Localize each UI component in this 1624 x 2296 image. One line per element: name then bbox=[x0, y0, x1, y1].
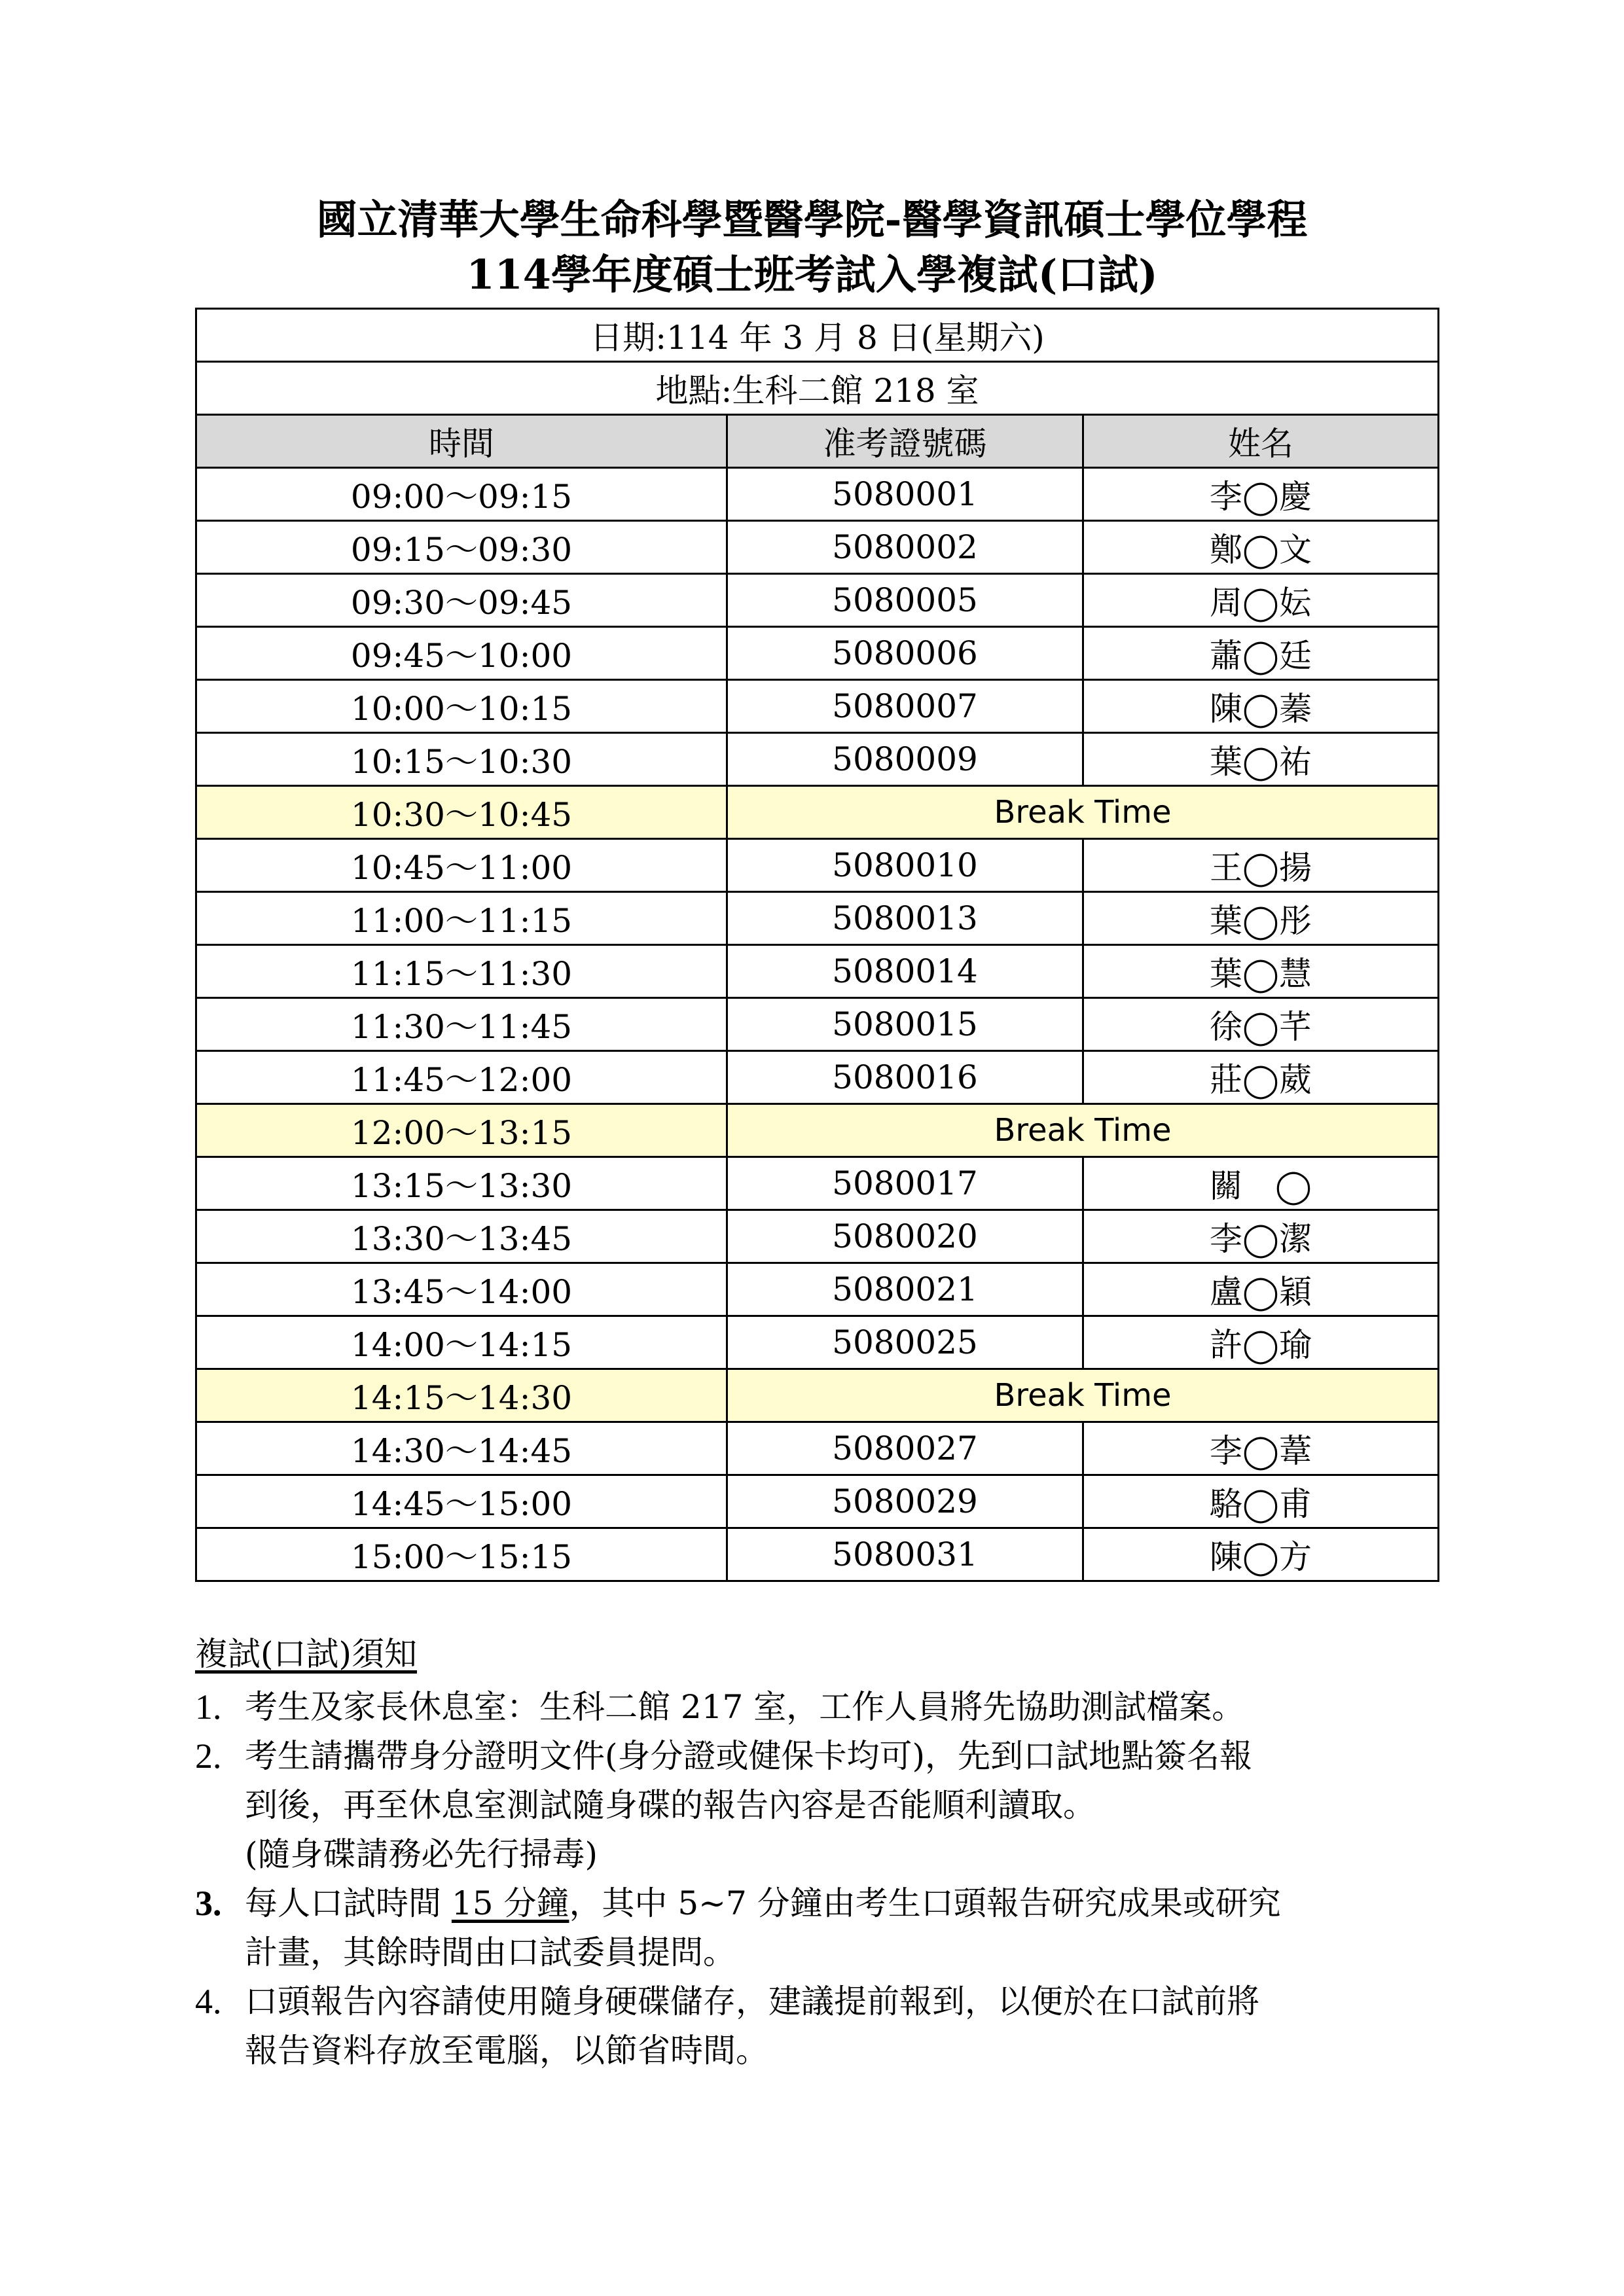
table-header-row bbox=[196, 415, 1439, 468]
note-text: 每人口試時間 bbox=[245, 1884, 452, 1922]
exam-id-cell: 5080016 bbox=[727, 1051, 1083, 1104]
table-row bbox=[196, 1051, 1439, 1104]
table-row bbox=[196, 1528, 1439, 1581]
time-cell: 14:45～15:00 bbox=[196, 1475, 727, 1528]
time-cell: 10:30～10:45 bbox=[196, 786, 727, 839]
exam-id-cell: 5080020 bbox=[727, 1210, 1083, 1263]
table-row bbox=[196, 1316, 1439, 1369]
notes-heading: 複試(口試)須知 bbox=[195, 1635, 418, 1673]
note-number: 1. bbox=[195, 1687, 222, 1727]
name-cell: 李◯潔 bbox=[1083, 1210, 1439, 1263]
table-row bbox=[196, 521, 1439, 574]
name-cell: 許◯瑜 bbox=[1083, 1316, 1439, 1369]
header-name: 姓名 bbox=[1083, 415, 1439, 468]
time-cell: 14:15～14:30 bbox=[196, 1369, 727, 1422]
time-cell: 10:45～11:00 bbox=[196, 839, 727, 892]
note-line: 口頭報告內容請使用隨身硬碟儲存，建議提前報到，以便於在口試前將 bbox=[245, 1982, 1259, 2020]
note-number: 3. bbox=[195, 1884, 222, 1923]
note-item-1 bbox=[195, 1683, 1439, 1732]
name-cell: 李◯慶 bbox=[1083, 468, 1439, 521]
time-cell: 14:30～14:45 bbox=[196, 1422, 727, 1475]
time-cell: 13:30～13:45 bbox=[196, 1210, 727, 1263]
note-text: ，其中 5~7 分鐘由考生口頭報告研究成果或研究 bbox=[569, 1884, 1281, 1922]
time-cell: 11:00～11:15 bbox=[196, 892, 727, 945]
exam-id-cell: 5080014 bbox=[727, 945, 1083, 998]
header-id: 准考證號碼 bbox=[727, 415, 1083, 468]
table-row bbox=[196, 998, 1439, 1051]
exam-id-cell: 5080029 bbox=[727, 1475, 1083, 1528]
time-cell: 11:45～12:00 bbox=[196, 1051, 727, 1104]
name-cell: 陳◯蓁 bbox=[1083, 680, 1439, 733]
time-cell: 10:15～10:30 bbox=[196, 733, 727, 786]
exam-id-cell: 5080007 bbox=[727, 680, 1083, 733]
break-row bbox=[196, 786, 1439, 839]
table-row bbox=[196, 627, 1439, 680]
exam-id-cell: 5080031 bbox=[727, 1528, 1083, 1581]
document-subtitle: 114學年度碩士班考試入學複試(口試) bbox=[466, 251, 1158, 298]
break-row bbox=[196, 1369, 1439, 1422]
note-number: 2. bbox=[195, 1736, 222, 1776]
exam-id-cell: 5080021 bbox=[727, 1263, 1083, 1316]
name-cell: 葉◯慧 bbox=[1083, 945, 1439, 998]
exam-id-cell: 5080009 bbox=[727, 733, 1083, 786]
schedule-table bbox=[195, 308, 1439, 1582]
table-row bbox=[196, 574, 1439, 627]
date-row bbox=[196, 309, 1439, 362]
time-cell: 11:30～11:45 bbox=[196, 998, 727, 1051]
table-row bbox=[196, 892, 1439, 945]
table-row bbox=[196, 680, 1439, 733]
time-cell: 10:00～10:15 bbox=[196, 680, 727, 733]
name-cell: 鄭◯文 bbox=[1083, 521, 1439, 574]
note-line: (隨身碟請務必先行掃毒) bbox=[245, 1835, 598, 1873]
exam-id-cell: 5080006 bbox=[727, 627, 1083, 680]
notes-section bbox=[195, 1630, 1439, 2075]
exam-id-cell: 5080013 bbox=[727, 892, 1083, 945]
time-cell: 14:00～14:15 bbox=[196, 1316, 727, 1369]
document-title: 國立清華大學生命科學暨醫學院-醫學資訊碩士學位學程 bbox=[316, 196, 1308, 243]
time-cell: 13:45～14:00 bbox=[196, 1263, 727, 1316]
time-cell: 13:15～13:30 bbox=[196, 1157, 727, 1210]
time-cell: 11:15～11:30 bbox=[196, 945, 727, 998]
exam-id-cell: 5080001 bbox=[727, 468, 1083, 521]
exam-id-cell: 5080015 bbox=[727, 998, 1083, 1051]
exam-id-cell: 5080010 bbox=[727, 839, 1083, 892]
name-cell: 周◯妘 bbox=[1083, 574, 1439, 627]
break-label: Break Time bbox=[727, 1369, 1439, 1422]
table-row bbox=[196, 1263, 1439, 1316]
location-row bbox=[196, 362, 1439, 415]
note-line: 考生請攜帶身分證明文件(身分證或健保卡均可)，先到口試地點簽名報 bbox=[245, 1737, 1253, 1775]
name-cell: 徐◯芊 bbox=[1083, 998, 1439, 1051]
note-item-4 bbox=[195, 1977, 1439, 2075]
name-cell: 關 ◯ bbox=[1083, 1157, 1439, 1210]
name-cell: 陳◯方 bbox=[1083, 1528, 1439, 1581]
location-cell: 地點:生科二館 218 室 bbox=[196, 362, 1439, 415]
note-item-2 bbox=[195, 1732, 1439, 1879]
time-cell: 09:15～09:30 bbox=[196, 521, 727, 574]
note-line: 計畫，其餘時間由口試委員提問。 bbox=[245, 1933, 736, 1971]
note-number: 4. bbox=[195, 1982, 222, 2021]
name-cell: 駱◯甫 bbox=[1083, 1475, 1439, 1528]
time-cell: 09:00～09:15 bbox=[196, 468, 727, 521]
table-row bbox=[196, 468, 1439, 521]
name-cell: 莊◯葳 bbox=[1083, 1051, 1439, 1104]
name-cell: 王◯揚 bbox=[1083, 839, 1439, 892]
exam-id-cell: 5080002 bbox=[727, 521, 1083, 574]
time-cell: 09:45～10:00 bbox=[196, 627, 727, 680]
table-row bbox=[196, 945, 1439, 998]
table-row bbox=[196, 1210, 1439, 1263]
note-line: 到後，再至休息室測試隨身碟的報告內容是否能順利讀取。 bbox=[245, 1786, 1096, 1824]
name-cell: 葉◯祐 bbox=[1083, 733, 1439, 786]
name-cell: 蕭◯廷 bbox=[1083, 627, 1439, 680]
table-row bbox=[196, 1157, 1439, 1210]
table-row bbox=[196, 1475, 1439, 1528]
break-label: Break Time bbox=[727, 786, 1439, 839]
table-row bbox=[196, 733, 1439, 786]
name-cell: 葉◯彤 bbox=[1083, 892, 1439, 945]
name-cell: 李◯葦 bbox=[1083, 1422, 1439, 1475]
note-line: 報告資料存放至電腦，以節省時間。 bbox=[245, 2032, 768, 2070]
time-cell: 12:00～13:15 bbox=[196, 1104, 727, 1157]
exam-id-cell: 5080025 bbox=[727, 1316, 1083, 1369]
exam-id-cell: 5080027 bbox=[727, 1422, 1083, 1475]
date-cell: 日期:114 年 3 月 8 日(星期六) bbox=[196, 309, 1439, 362]
exam-id-cell: 5080005 bbox=[727, 574, 1083, 627]
table-row bbox=[196, 1422, 1439, 1475]
time-cell: 09:30～09:45 bbox=[196, 574, 727, 627]
header-time: 時間 bbox=[196, 415, 727, 468]
time-cell: 15:00～15:15 bbox=[196, 1528, 727, 1581]
note-line bbox=[245, 1879, 1439, 1928]
note-item-3 bbox=[195, 1879, 1439, 1977]
break-row bbox=[196, 1104, 1439, 1157]
table-row bbox=[196, 839, 1439, 892]
note-underlined-duration: 15 分鐘 bbox=[451, 1884, 569, 1922]
name-cell: 盧◯穎 bbox=[1083, 1263, 1439, 1316]
break-label: Break Time bbox=[727, 1104, 1439, 1157]
note-line: 考生及家長休息室：生科二館 217 室，工作人員將先協助測試檔案。 bbox=[245, 1688, 1245, 1726]
exam-id-cell: 5080017 bbox=[727, 1157, 1083, 1210]
